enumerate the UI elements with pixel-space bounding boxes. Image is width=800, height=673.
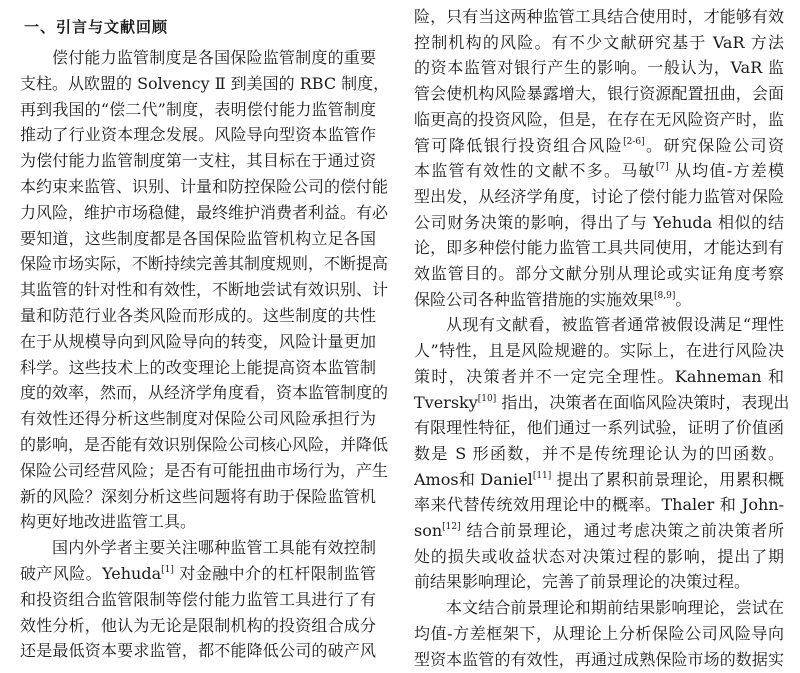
text-line [20,590,376,610]
line-text: 险，只有当这两种监管工具结合使用时，才能够有效 [414,7,784,26]
text-line [414,136,784,156]
text-line [20,125,376,145]
line-text: 破产风险。Yehuda [20,564,162,583]
line-text: Amos和 Daniel [414,469,533,489]
text-line [414,547,784,567]
text-line [414,521,784,541]
text-line [414,84,784,104]
citation-reference: [1] [161,565,174,575]
text-line [20,151,376,171]
line-text: 本监管有效性的文献不多。马敏 [414,161,656,181]
line-text-tail: 提出了累积前景理论，用累积概 [551,469,784,489]
line-text: 均值-方差框架下，从理论上分析保险公司风险导向 [414,623,784,643]
line-text: 其监管的针对性和有效性，不断地尝试有效识别、计 [20,280,389,300]
line-text-tail: 指出，决策者在面临风险决策时，表现出 [496,392,790,412]
text-line [414,650,784,670]
text-line [20,73,390,94]
line-text-tail: 。 [675,289,692,309]
line-text: 国内外学者主要关注哪种监管工具能有效控制 [52,538,376,558]
line-text-tail: 对金融中介的杠杆限制监管 [173,564,376,583]
text-line [414,495,784,515]
line-text: 效性分析，他认为无论是限制机构的投资组合成分 [20,615,376,635]
line-text: 保险公司经营风险；是否有可能扭曲市场行为，产生 [20,460,389,480]
line-text: Tversky [414,392,478,412]
text-line [414,341,784,361]
text-line [414,315,784,335]
line-text: 推动了行业资本理念发展。风险导向型资本监管作 [20,125,376,145]
text-line [414,7,784,27]
line-text: 有效性还得分析这些制度对保险公司风险承担行为 [20,409,376,429]
line-text-tail: 结合前景理论，通过考虑决策之前决策者所 [460,521,784,540]
line-text: 数是 S 形函数，并不是传统理论认为的凹函数。 [414,443,784,463]
text-line [414,238,784,258]
text-line [20,48,376,68]
line-text: 支柱。从欧盟的 Solvency Ⅱ 到美国的 RBC 制度， [20,73,390,93]
text-line [414,444,784,464]
line-text: 量和防范行业各类风险而形成的。这些制度的共性 [20,306,376,325]
text-line [20,229,376,249]
line-text: 前结果影响理论，完善了前景理论的决策过程。 [414,572,751,592]
text-line [20,280,389,300]
text-line [20,616,376,636]
text-line [414,161,784,181]
line-text: 人”特性，且是风险规避的。实际上，在进行风险决 [414,341,784,361]
line-text: 科学。这些技术上的改变理论上能提高资本监管制 [20,357,376,377]
line-text: 构更好地改进监管工具。 [20,512,197,532]
line-text: 效监管目的。部分文献分别从理论或实证角度考察 [414,264,784,283]
text-line [20,383,389,403]
text-line [414,187,784,207]
text-line [414,213,784,233]
line-text: 率来代替传统效用理论中的概率。Thaler 和 John- [414,495,784,515]
line-text: 型出发，从经济学角度，讨论了偿付能力监管对保险 [414,186,784,206]
text-line [20,487,376,507]
line-text: 偿付能力监管制度是各国保险监管制度的重要 [52,48,376,67]
text-line [414,598,784,618]
line-text: 处的损失或收益状态对决策过程的影响，提出了期 [414,546,784,566]
text-line [414,392,790,413]
line-text: 管可降低银行投资组合风险 [414,135,624,155]
line-text: 管会使机构风险暴露增大，银行资源配置扭曲，会面 [414,84,784,104]
line-text: 的资本监管对银行产生的影响。一般认为，VaR 监 [414,58,784,78]
line-text: 控制机构的风险。有不少文献研究基于 VaR 方法 [414,32,784,52]
line-text: 临更高的投资风险，但是，在存在无风险资产时，监 [414,109,784,129]
line-text: 型资本监管的有效性，再通过成熟保险市场的数据实 [414,649,784,669]
text-line [20,435,389,455]
section-heading: 一、引言与文献回顾 [24,18,169,36]
text-line [20,202,389,223]
text-line [414,624,784,644]
line-text: 在于从规模导向到风险导向的转变，风险计量更加 [20,331,376,351]
text-line [414,418,784,438]
line-text: 公司财务决策的影响，得出了与 Yehuda 相似的结 [414,212,784,232]
text-line [414,572,784,592]
text-line [20,100,376,120]
text-line [414,33,784,53]
line-text: 度的效率，然而，从经济学角度看，资本监管制度的 [20,383,389,403]
line-text: 本文结合前景理论和期前结果影响理论，尝试在 [446,598,784,618]
line-text: 本约束来监管、识别、计量和防控保险公司的偿付能 [20,177,389,196]
line-text-tail: 从均值-方差模 [668,161,784,181]
text-line [414,58,784,78]
text-line [414,110,784,130]
text-line [20,409,376,429]
line-text-tail: 。研究保险公司资 [644,135,784,155]
text-line [20,460,389,481]
text-line [20,177,389,197]
citation-reference: [7] [655,162,669,173]
text-line [20,332,376,352]
text-line [414,264,784,284]
line-text: 保险市场实际，不断持续完善其制度规则，不断提高 [20,254,389,274]
line-text: 要知道，这些制度都是各国保险监管机构立足各国 [20,228,376,248]
line-text: 论，即多种偿付能力监管工具共同使用，才能达到有 [414,238,784,258]
citation-reference: [2-6] [623,136,645,147]
citation-reference: [12] [442,522,461,532]
citation-reference: [8,9] [654,290,676,301]
line-text: 再到我国的“偿二代”制度，表明偿付能力监管制度 [20,99,376,119]
text-line [20,358,376,378]
text-line [414,367,784,387]
line-text: 保险公司各种监管措施的实施效果 [414,289,655,309]
text-line [20,512,376,532]
citation-reference: [11] [532,470,552,481]
citation-reference: [10] [477,393,497,404]
text-line [20,306,376,326]
line-text: 和投资组合监管限制等偿付能力监管工具进行了有 [20,589,376,609]
text-line [20,564,376,584]
text-line [414,290,784,310]
line-text: son [414,521,443,540]
line-text: 从现有文献看，被监管者通常被假设满足“理性 [446,315,784,335]
line-text: 的影响，是否能有效识别保险公司核心风险，并降低 [20,435,389,454]
text-line [20,254,389,274]
line-text: 还是最低资本要求监管，都不能降低公司的破产风 [20,641,376,661]
text-line [414,470,784,490]
line-text: 新的风险？深刻分析这些问题将有助于保险监管机 [20,486,376,506]
text-line [20,538,376,558]
line-text: 为偿付能力监管制度第一支柱，其目标在于通过资 [20,151,376,171]
line-text: 策时，决策者并不一定完全理性。Kahneman 和 [414,366,784,386]
line-text: 有限理性特征，他们通过一系列试验，证明了价值函 [414,418,784,438]
line-text: 力风险，维护市场稳健，最终维护消费者利益。有必 [20,202,389,222]
text-line [20,641,376,661]
